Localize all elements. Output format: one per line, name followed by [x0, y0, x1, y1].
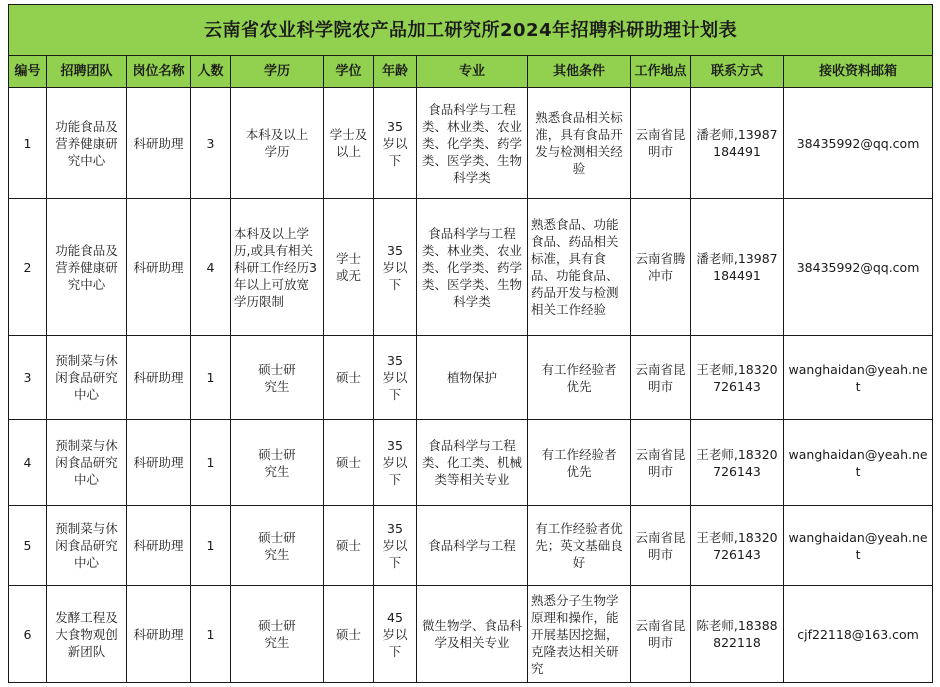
cell-contact: 潘老师,13987184491 — [691, 88, 784, 199]
cell-other: 有工作经验者优先；英文基础良好 — [528, 506, 631, 586]
cell-count: 3 — [191, 88, 231, 199]
table-row — [9, 88, 933, 199]
header-other: 其他条件 — [528, 56, 631, 88]
header-education: 学历 — [231, 56, 324, 88]
cell-other: 熟悉食品、功能食品、药品相关标准，具有食品、功能食品、药品开发与检测相关工作经验 — [528, 199, 631, 336]
cell-major: 食品科学与工程类、林业类、农业类、化学类、药学类、医学类、生物科学类 — [417, 88, 528, 199]
cell-position: 科研助理 — [127, 586, 191, 683]
cell-position: 科研助理 — [127, 88, 191, 199]
cell-major: 微生物学、食品科学及相关专业 — [417, 586, 528, 683]
header-degree: 学位 — [324, 56, 374, 88]
cell-degree: 学士及以上 — [324, 88, 374, 199]
cell-major: 食品科学与工程类、林业类、农业类、化学类、药学类、医学类、生物科学类 — [417, 199, 528, 336]
cell-position: 科研助理 — [127, 420, 191, 506]
cell-other: 有工作经验者优先 — [528, 420, 631, 506]
cell-age: 45岁以下 — [374, 586, 417, 683]
cell-count: 1 — [191, 336, 231, 420]
header-major: 专业 — [417, 56, 528, 88]
header-position: 岗位名称 — [127, 56, 191, 88]
cell-no: 4 — [9, 420, 47, 506]
cell-degree: 学士或无 — [324, 199, 374, 336]
cell-location: 云南省昆明市 — [631, 336, 691, 420]
cell-other: 熟悉分子生物学原理和操作，能开展基因挖掘，克隆表达相关研究 — [528, 586, 631, 683]
cell-team: 发酵工程及大食物观创新团队 — [47, 586, 127, 683]
cell-education: 硕士研究生 — [231, 586, 324, 683]
cell-location: 云南省昆明市 — [631, 420, 691, 506]
cell-email: 38435992@qq.com — [784, 199, 933, 336]
cell-education: 硕士研究生 — [231, 420, 324, 506]
cell-count: 4 — [191, 199, 231, 336]
cell-location: 云南省昆明市 — [631, 88, 691, 199]
cell-team: 预制菜与休闲食品研究中心 — [47, 420, 127, 506]
header-row — [9, 56, 933, 88]
cell-no: 1 — [9, 88, 47, 199]
cell-email: wanghaidan@yeah.net — [784, 506, 933, 586]
cell-email: wanghaidan@yeah.net — [784, 336, 933, 420]
cell-major: 食品科学与工程 — [417, 506, 528, 586]
table-title: 云南省农业科学院农产品加工研究所2024年招聘科研助理计划表 — [9, 5, 933, 56]
cell-count: 1 — [191, 506, 231, 586]
cell-count: 1 — [191, 420, 231, 506]
header-no: 编号 — [9, 56, 47, 88]
cell-degree: 硕士 — [324, 506, 374, 586]
cell-no: 2 — [9, 199, 47, 336]
cell-age: 35岁以下 — [374, 506, 417, 586]
cell-major: 植物保护 — [417, 336, 528, 420]
header-contact: 联系方式 — [691, 56, 784, 88]
cell-education: 硕士研究生 — [231, 336, 324, 420]
table-row — [9, 586, 933, 683]
header-location: 工作地点 — [631, 56, 691, 88]
cell-contact: 王老师,18320726143 — [691, 506, 784, 586]
cell-location: 云南省腾冲市 — [631, 199, 691, 336]
cell-contact: 陈老师,18388822118 — [691, 586, 784, 683]
cell-education: 本科及以上学历,或具有相关科研工作经历3年以上可放宽学历限制 — [231, 199, 324, 336]
cell-email: cjf22118@163.com — [784, 586, 933, 683]
cell-location: 云南省昆明市 — [631, 506, 691, 586]
cell-email: wanghaidan@yeah.net — [784, 420, 933, 506]
cell-no: 6 — [9, 586, 47, 683]
cell-no: 3 — [9, 336, 47, 420]
cell-degree: 硕士 — [324, 420, 374, 506]
recruitment-table — [8, 4, 933, 683]
cell-age: 35岁以下 — [374, 88, 417, 199]
table-row — [9, 336, 933, 420]
cell-age: 35岁以下 — [374, 420, 417, 506]
table-row — [9, 420, 933, 506]
cell-education: 本科及以上学历 — [231, 88, 324, 199]
cell-position: 科研助理 — [127, 506, 191, 586]
cell-position: 科研助理 — [127, 199, 191, 336]
cell-email: 38435992@qq.com — [784, 88, 933, 199]
cell-degree: 硕士 — [324, 586, 374, 683]
recruitment-plan-sheet — [8, 4, 932, 683]
cell-education: 硕士研究生 — [231, 506, 324, 586]
header-email: 接收资料邮箱 — [784, 56, 933, 88]
header-age: 年龄 — [374, 56, 417, 88]
cell-location: 云南省昆明市 — [631, 586, 691, 683]
table-row — [9, 199, 933, 336]
cell-position: 科研助理 — [127, 336, 191, 420]
cell-count: 1 — [191, 586, 231, 683]
cell-team: 预制菜与休闲食品研究中心 — [47, 336, 127, 420]
cell-contact: 王老师,18320726143 — [691, 336, 784, 420]
cell-degree: 硕士 — [324, 336, 374, 420]
header-team: 招聘团队 — [47, 56, 127, 88]
cell-contact: 潘老师,13987184491 — [691, 199, 784, 336]
cell-major: 食品科学与工程类、化工类、机械类等相关专业 — [417, 420, 528, 506]
cell-no: 5 — [9, 506, 47, 586]
cell-other: 熟悉食品相关标准，具有食品开发与检测相关经验 — [528, 88, 631, 199]
cell-team: 功能食品及营养健康研究中心 — [47, 199, 127, 336]
header-count: 人数 — [191, 56, 231, 88]
cell-contact: 王老师,18320726143 — [691, 420, 784, 506]
cell-team: 预制菜与休闲食品研究中心 — [47, 506, 127, 586]
cell-team: 功能食品及营养健康研究中心 — [47, 88, 127, 199]
table-row — [9, 506, 933, 586]
cell-age: 35岁以下 — [374, 336, 417, 420]
cell-age: 35岁以下 — [374, 199, 417, 336]
cell-other: 有工作经验者优先 — [528, 336, 631, 420]
